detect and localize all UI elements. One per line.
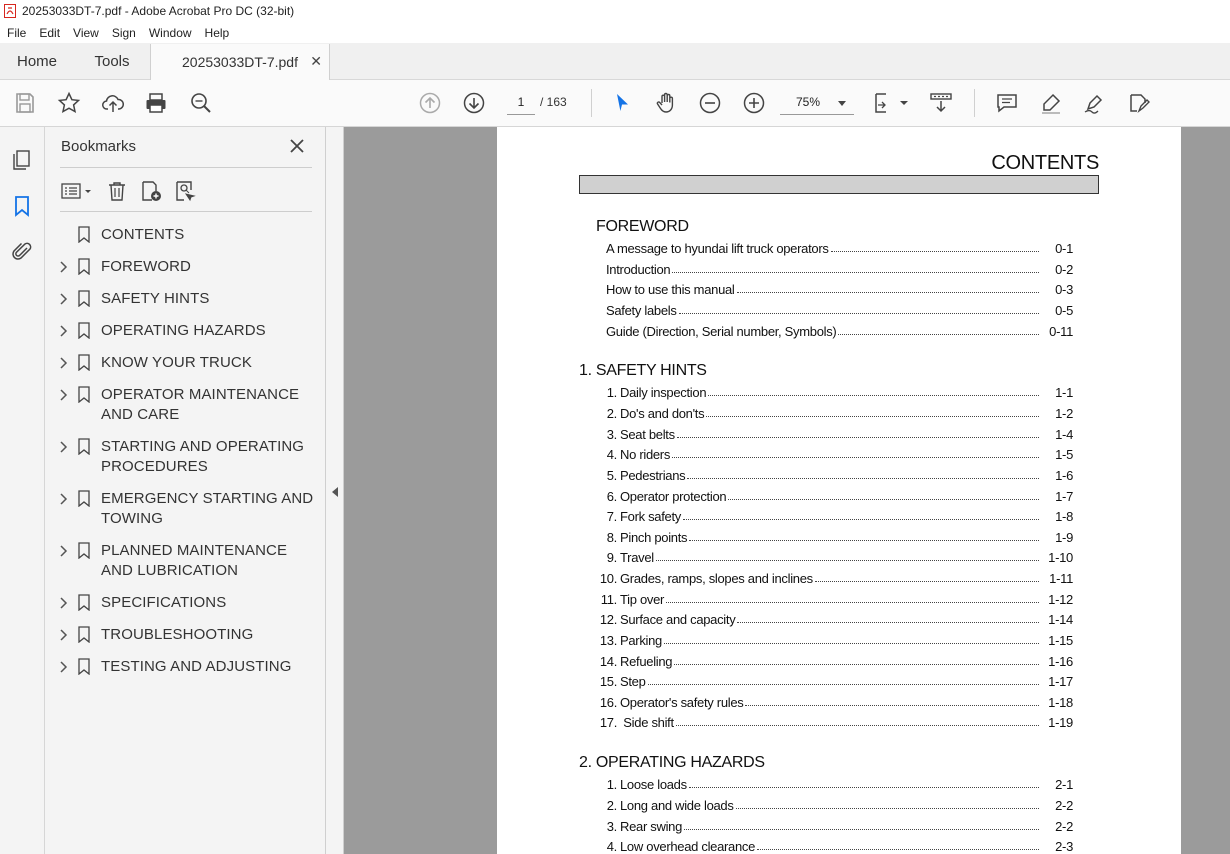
- toc-entry-number: 3.: [606, 427, 617, 442]
- find-bookmark-icon[interactable]: [174, 180, 196, 202]
- toc-entry-page: 2-2: [1055, 798, 1073, 813]
- bookmark-label: TROUBLESHOOTING: [101, 626, 254, 643]
- panel-collapse-handle[interactable]: [326, 127, 344, 854]
- toc-entry-label: Grades, ramps, slopes and inclines: [620, 571, 813, 586]
- bookmark-list: [45, 225, 326, 689]
- tab-home[interactable]: Home: [16, 52, 57, 70]
- bookmark-item[interactable]: [45, 657, 326, 677]
- section-heading: FOREWORD: [596, 218, 689, 235]
- toc-entry-page: 2-1: [1055, 777, 1073, 792]
- toc-entry-number: 4.: [606, 839, 617, 854]
- bookmark-label: PLANNED MAINTENANCE AND LUBRICATION: [101, 542, 288, 579]
- toc-entry-page: 0-11: [1049, 324, 1073, 339]
- bookmark-icon: [78, 226, 90, 243]
- leader-dots: [708, 395, 1039, 396]
- toc-entry-label: Loose loads: [620, 777, 687, 792]
- leader-dots: [674, 664, 1039, 665]
- toc-entry-label: Operator protection: [620, 489, 727, 504]
- toc-entry-label: Do's and don'ts: [620, 406, 705, 421]
- bookmark-label: EMERGENCY STARTING AND TOWING: [101, 490, 314, 527]
- toc-entry[interactable]: [579, 463, 1073, 483]
- page-thumbnails-icon[interactable]: [10, 148, 34, 172]
- leader-dots: [648, 684, 1039, 685]
- toc-entry-page: 1-1: [1055, 385, 1073, 400]
- bookmark-item[interactable]: [45, 289, 326, 309]
- toc-entry-number: 6.: [606, 489, 617, 504]
- bookmark-label: SPECIFICATIONS: [101, 594, 227, 611]
- bookmark-item[interactable]: [45, 225, 326, 245]
- comment-icon[interactable]: [994, 90, 1020, 116]
- bookmark-item[interactable]: [45, 353, 326, 373]
- bookmark-icon: [78, 542, 90, 559]
- chevron-right-icon[interactable]: [59, 492, 69, 506]
- leader-dots: [757, 849, 1039, 850]
- toc-entry[interactable]: [565, 277, 1073, 297]
- bookmark-label: CONTENTS: [101, 226, 185, 243]
- toc-entry[interactable]: [579, 834, 1073, 854]
- bookmark-item[interactable]: [45, 593, 326, 613]
- menu-view[interactable]: View: [73, 25, 99, 40]
- bookmark-star-icon[interactable]: [56, 90, 82, 116]
- bookmark-label: KNOW YOUR TRUCK: [101, 354, 252, 371]
- toc-entry-label: Rear swing: [620, 819, 683, 834]
- pdf-page: [497, 127, 1181, 854]
- toc-entry[interactable]: [579, 669, 1073, 689]
- chevron-down-icon: [838, 101, 846, 106]
- toc-entry-number: 16.: [599, 695, 617, 710]
- close-tab-icon[interactable]: ✕: [310, 53, 322, 69]
- zoom-level-dropdown[interactable]: [780, 90, 854, 115]
- toc-entry-label: Safety labels: [606, 303, 677, 318]
- toc-entry-page: 1-2: [1055, 406, 1073, 421]
- leader-dots: [689, 540, 1039, 541]
- toc-entry-page: 1-16: [1048, 654, 1073, 669]
- leader-dots: [664, 643, 1039, 644]
- toc-entry-number: 11.: [600, 592, 617, 607]
- chevron-right-icon[interactable]: [59, 544, 69, 558]
- leader-dots: [745, 705, 1039, 706]
- bookmark-item[interactable]: [45, 321, 326, 341]
- chevron-right-icon[interactable]: [59, 660, 69, 674]
- leader-dots: [679, 313, 1039, 314]
- toc-entry-page: 1-15: [1048, 633, 1073, 648]
- toc-entry-label: Fork safety: [620, 509, 681, 524]
- title-bar: [0, 0, 1230, 22]
- toc-entry[interactable]: [579, 649, 1073, 669]
- toc-entry-page: 1-7: [1055, 489, 1073, 504]
- toc-entry-number: 4.: [606, 447, 617, 462]
- leader-dots: [676, 725, 1039, 726]
- toc-entry[interactable]: [579, 814, 1073, 834]
- leader-dots: [737, 622, 1039, 623]
- toc-entry-page: 1-9: [1055, 530, 1073, 545]
- bookmark-item[interactable]: [45, 625, 326, 645]
- document-title: CONTENTS: [991, 152, 1099, 174]
- toc-entry-page: 0-3: [1055, 282, 1073, 297]
- panel-title: Bookmarks: [61, 138, 137, 155]
- toc-entry-number: 1.: [606, 777, 617, 792]
- leader-dots: [666, 602, 1039, 603]
- highlight-pen-icon[interactable]: [1038, 90, 1064, 116]
- toolbar-divider: [591, 89, 592, 117]
- toc-entry[interactable]: [579, 380, 1073, 400]
- bookmark-tools: [60, 177, 208, 205]
- leader-dots: [677, 437, 1039, 438]
- chevron-right-icon[interactable]: [59, 440, 69, 454]
- divider: [60, 211, 312, 212]
- zoom-in-icon[interactable]: [741, 90, 767, 116]
- leader-dots: [737, 292, 1039, 293]
- scroll-mode-icon[interactable]: [928, 90, 954, 116]
- toc-entry-label: Step: [620, 674, 646, 689]
- save-icon[interactable]: [12, 90, 38, 116]
- bookmark-item[interactable]: [45, 437, 326, 477]
- toc-entry-label: Refueling: [620, 654, 673, 669]
- leader-dots: [736, 808, 1039, 809]
- section-heading: 1. SAFETY HINTS: [579, 362, 707, 379]
- bookmark-label: STARTING AND OPERATING PROCEDURES: [101, 438, 305, 475]
- toc-entry-number: 5.: [606, 468, 617, 483]
- toc-entry[interactable]: [565, 298, 1073, 318]
- close-icon[interactable]: [288, 136, 306, 156]
- toc-entry[interactable]: [579, 772, 1073, 792]
- toc-entry-page: 1-14: [1048, 612, 1073, 627]
- leader-dots: [683, 519, 1039, 520]
- toc-entry-page: 0-1: [1055, 241, 1073, 256]
- toc-entry-label: How to use this manual: [606, 282, 735, 297]
- bookmark-icon: [78, 626, 90, 643]
- bookmark-icon: [78, 594, 90, 611]
- tab-bar: [0, 43, 1230, 80]
- print-icon[interactable]: [143, 90, 169, 116]
- toc-entry[interactable]: [579, 628, 1073, 648]
- new-bookmark-icon[interactable]: [140, 180, 162, 202]
- toc-entry-number: 8.: [606, 530, 617, 545]
- bookmark-item[interactable]: [45, 541, 326, 581]
- toc-entry-number: 2.: [606, 798, 617, 813]
- chevron-right-icon[interactable]: [59, 324, 69, 338]
- toc-entry-page: 1-19: [1048, 715, 1073, 730]
- leader-dots: [672, 457, 1039, 458]
- toc-entry-page: 1-12: [1048, 592, 1073, 607]
- leader-dots: [672, 272, 1039, 273]
- toc-entry-page: 1-6: [1055, 468, 1073, 483]
- bookmark-label: TESTING AND ADJUSTING: [101, 658, 292, 675]
- chevron-right-icon[interactable]: [59, 628, 69, 642]
- toc-entry-page: 1-18: [1048, 695, 1073, 710]
- hand-tool-icon[interactable]: [653, 90, 679, 116]
- zoom-level-value: 75%: [796, 95, 821, 109]
- bookmarks-panel: [45, 127, 326, 854]
- toc-entry-number: 7.: [606, 509, 617, 524]
- leader-dots: [706, 416, 1039, 417]
- tab-document-label: 20253033DT-7.pdf: [182, 54, 298, 70]
- previous-page-icon[interactable]: [417, 90, 443, 116]
- toc-entry[interactable]: [579, 504, 1073, 524]
- section-heading: 2. OPERATING HAZARDS: [579, 754, 765, 771]
- toc-entry-number: 3.: [606, 819, 617, 834]
- toc-entry[interactable]: [579, 587, 1073, 607]
- toc-entry-page: 1-5: [1055, 447, 1073, 462]
- toc-entry-page: 1-4: [1055, 427, 1073, 442]
- toc-entry-label: Introduction: [606, 262, 671, 277]
- bookmark-label: OPERATING HAZARDS: [101, 322, 266, 339]
- toc-entry-number: 12.: [599, 612, 617, 627]
- toc-entry-label: Travel: [620, 550, 654, 565]
- chevron-right-icon[interactable]: [59, 292, 69, 306]
- chevron-right-icon[interactable]: [59, 596, 69, 610]
- toc-entry-number: 1.: [606, 385, 617, 400]
- title-rule: [579, 175, 1099, 194]
- toolbar-divider: [974, 89, 975, 117]
- bookmarks-icon[interactable]: [10, 194, 34, 218]
- toc-entry[interactable]: [579, 607, 1073, 627]
- sign-pen-icon[interactable]: [1081, 90, 1107, 116]
- select-cursor-icon[interactable]: [609, 90, 635, 116]
- next-page-icon[interactable]: [461, 90, 487, 116]
- window-title: 20253033DT-7.pdf - Adobe Acrobat Pro DC (32-bit): [22, 4, 295, 18]
- bookmark-label: FOREWORD: [101, 258, 191, 275]
- toc-entry-page: 1-11: [1049, 571, 1073, 586]
- toc-entry-number: 9.: [606, 550, 617, 565]
- leader-dots: [838, 334, 1039, 335]
- toc-entry[interactable]: [565, 257, 1073, 277]
- bookmark-icon: [78, 322, 90, 339]
- toc-entry-number: 2.: [606, 406, 617, 421]
- divider: [60, 167, 312, 168]
- toc-entry[interactable]: [579, 545, 1073, 565]
- bookmark-label: SAFETY HINTS: [101, 290, 210, 307]
- page-total: / 163: [540, 95, 567, 109]
- bookmark-icon: [78, 658, 90, 675]
- toc-entry-number: 17.: [599, 715, 617, 730]
- vertical-scrollbar[interactable]: [1213, 127, 1230, 854]
- acrobat-logo-icon: [4, 4, 16, 18]
- chevron-right-icon[interactable]: [59, 356, 69, 370]
- collapse-left-icon[interactable]: [332, 487, 338, 497]
- toc-entry-page: 0-2: [1055, 262, 1073, 277]
- toc-entry-label: Tip over: [620, 592, 665, 607]
- redact-icon[interactable]: [1125, 90, 1151, 116]
- toc-entry-label: Pinch points: [620, 530, 688, 545]
- bookmark-icon: [78, 258, 90, 275]
- leader-dots: [831, 251, 1039, 252]
- toc-entry[interactable]: [565, 319, 1073, 339]
- menu-edit[interactable]: Edit: [39, 25, 61, 40]
- bookmark-icon: [78, 386, 90, 403]
- toc-entry[interactable]: [579, 422, 1073, 442]
- toc-entry-number: 15.: [599, 674, 617, 689]
- toc-entry[interactable]: [565, 236, 1073, 256]
- toc-entry-label: Operator's safety rules: [620, 695, 744, 710]
- menu-file[interactable]: File: [7, 25, 27, 40]
- toc-entry-label: Long and wide loads: [620, 798, 734, 813]
- menu-bar: [0, 22, 1230, 43]
- bookmark-icon: [78, 354, 90, 371]
- bookmark-item[interactable]: [45, 257, 326, 277]
- toc-entry-page: 2-3: [1055, 839, 1073, 854]
- leader-dots: [656, 560, 1039, 561]
- page-fit-icon[interactable]: [872, 90, 912, 116]
- zoom-out-icon[interactable]: [697, 90, 723, 116]
- page-number-input[interactable]: 1: [507, 90, 535, 115]
- leader-dots: [687, 478, 1039, 479]
- leader-dots: [815, 581, 1039, 582]
- toc-entry-label: Pedestrians: [620, 468, 686, 483]
- toc-entry[interactable]: [579, 442, 1073, 462]
- toc-entry-label: No riders: [620, 447, 671, 462]
- toc-entry-label: Parking: [620, 633, 662, 648]
- options-menu-icon[interactable]: [60, 180, 94, 202]
- toc-entry-page: 2-2: [1055, 819, 1073, 834]
- toc-entry-label: Seat belts: [620, 427, 675, 442]
- leader-dots: [728, 499, 1039, 500]
- cloud-upload-icon[interactable]: [100, 90, 126, 116]
- menu-window[interactable]: Window: [148, 25, 192, 40]
- tab-document[interactable]: [150, 44, 330, 80]
- search-icon[interactable]: [188, 90, 214, 116]
- main-toolbar: [0, 80, 1230, 127]
- leader-dots: [684, 829, 1039, 830]
- toc-entry[interactable]: [579, 710, 1073, 730]
- toc-entry-number: 13.: [599, 633, 617, 648]
- toc-entry-label: Guide (Direction, Serial number, Symbols): [606, 324, 837, 339]
- toc-entry[interactable]: [579, 793, 1073, 813]
- toc-entry-label: Surface and capacity: [620, 612, 736, 627]
- toc-entry-number: 10.: [599, 571, 617, 586]
- menu-help[interactable]: Help: [204, 25, 230, 40]
- toc-entry[interactable]: [579, 525, 1073, 545]
- menu-sign[interactable]: Sign: [111, 25, 136, 40]
- toc-entry[interactable]: [579, 484, 1073, 504]
- toc-entry-label: A message to hyundai lift truck operators: [606, 241, 829, 256]
- navigation-rail: [0, 127, 45, 854]
- document-canvas[interactable]: [344, 127, 1230, 854]
- attachments-icon[interactable]: [10, 240, 34, 264]
- bookmark-item[interactable]: [45, 385, 326, 425]
- delete-icon[interactable]: [106, 180, 128, 202]
- toc-entry-label: Daily inspection: [620, 385, 707, 400]
- bookmark-icon: [78, 490, 90, 507]
- bookmark-item[interactable]: [45, 489, 326, 529]
- toc-entry-page: 1-17: [1048, 674, 1073, 689]
- toc-entry[interactable]: [579, 566, 1073, 586]
- toc-entry-number: 14.: [599, 654, 617, 669]
- bookmark-label: OPERATOR MAINTENANCE AND CARE: [101, 386, 300, 423]
- toc-entry-page: 1-8: [1055, 509, 1073, 524]
- toc-entry-label: Side shift: [620, 715, 674, 730]
- leader-dots: [689, 787, 1039, 788]
- toc-entry-page: 0-5: [1055, 303, 1073, 318]
- bookmark-icon: [78, 438, 90, 455]
- toc-entry-page: 1-10: [1048, 550, 1073, 565]
- chevron-right-icon[interactable]: [59, 388, 69, 402]
- toc-entry[interactable]: [579, 690, 1073, 710]
- chevron-right-icon[interactable]: [59, 260, 69, 274]
- bookmark-icon: [78, 290, 90, 307]
- tab-tools[interactable]: Tools: [94, 52, 130, 70]
- toc-entry[interactable]: [579, 401, 1073, 421]
- toc-entry-label: Low overhead clearance: [620, 839, 756, 854]
